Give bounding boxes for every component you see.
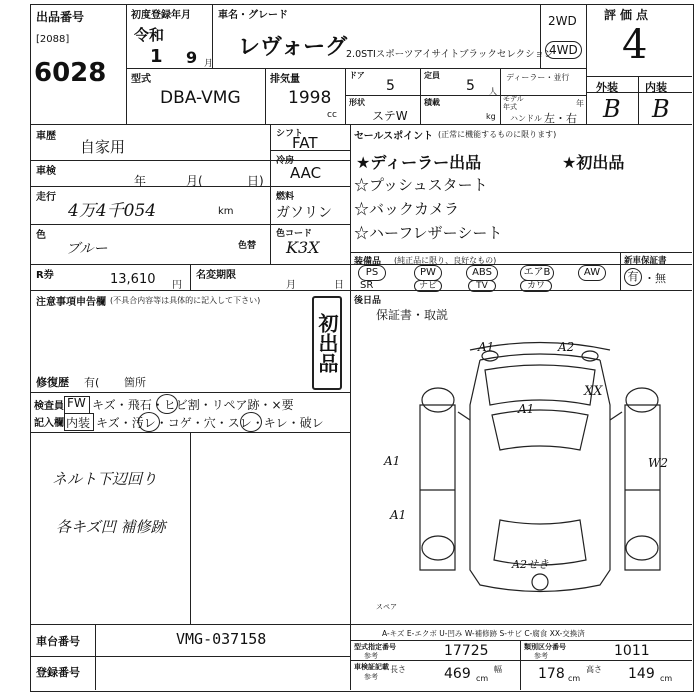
inspector-label-a: 検査員 [34,401,64,412]
circle-mark-stone [156,394,178,414]
repair-label: 修復歴 [36,376,69,389]
chassis-value: VMG-037158 [176,630,267,648]
exterior-grade: B [603,95,621,123]
color-change-label: 色替 [238,241,257,251]
equip-sr: SR [360,280,374,291]
drive-2wd: 2WD [548,14,577,28]
inspector-label-b: 記入欄 [34,418,64,429]
aircon-value: AAC [290,164,322,182]
meigi-label: 名変期限 [196,270,236,281]
mileage-unit: km [218,206,234,217]
color-code: K3X [286,238,320,257]
inspector-interior-items: キズ・汚レ・コゲ・穴・スレ・キレ・破レ [96,416,324,430]
recycle-value: 13,610 [110,272,156,287]
divider-row-1 [30,124,692,125]
aircon-label: 冷房 [276,156,295,166]
category-number-value: 1011 [614,643,650,659]
capacity-value: 5 [466,78,475,94]
divider-chassis [30,656,350,657]
first-reg-month-unit: 月 [204,59,214,69]
displacement-value: 1998 [288,88,332,108]
mark-right-w2: W2 [648,456,668,470]
divider-lot [126,4,127,124]
category-number-sub: 参考 [534,652,548,660]
shift-value: FAT [292,134,318,152]
divider-equipment [350,252,692,253]
displacement-label: 排気量 [270,74,300,85]
handwritten-note-1: ネルト下辺回り [52,470,158,488]
mark-front-a1: A1 [478,340,495,354]
shape-label: 形状 [349,98,365,107]
recycle-label: R券 [36,270,54,281]
selling-first: ★初出品 [562,153,625,172]
spare-label: スペア [376,603,397,611]
dimensions-label: 車検証記載 [354,663,389,671]
color-value: ブルー [66,241,108,257]
first-reg-month: 9 [186,48,198,67]
shape-value: ステW [372,109,408,123]
warranty-yes: 有 [624,268,642,286]
model-grade: 2.0STIスポーツアイサイトブラックセレクション [346,49,554,60]
repair-suffix: 箇所 [124,376,146,389]
meigi-month: 月 [286,280,296,291]
circle-mark-wear [240,412,262,432]
divider-cap-dealer [500,68,501,124]
dimensions-sub: 参考 [364,673,378,681]
inspector-fw-items: キズ・飛石・ヒビ割・リペア跡・×要 [92,398,294,412]
shift-label: シフト [276,129,304,139]
length-value: 469 [444,666,471,682]
mileage-label: 走行 [36,192,56,203]
equip-pw: PW [414,265,442,281]
divider-spec-2 [350,660,692,661]
fuel-label: 燃料 [276,192,295,202]
circle-mark-dirt [138,412,160,432]
mileage-value: 4万4千054 [68,201,157,221]
rating-label: 評価点 [604,8,653,22]
model-year-label: モデル年式 [503,95,524,111]
chassis-label: 車台番号 [36,635,80,648]
diagram-roof [492,410,588,450]
height-label: 高さ [586,665,602,674]
type-label: 型式 [131,74,151,85]
history-label: 車歴 [36,131,56,142]
loading-unit: kg [486,112,496,121]
length-unit: cm [476,674,489,683]
height-value: 149 [628,666,655,682]
divider-spec-mid [520,640,521,690]
mark-hood-a1: A1 [518,402,535,416]
divider-rating-mid [638,76,639,124]
divider-chassis-label [95,624,96,690]
dealer-import-label: ディーラー・並行 [506,73,570,82]
diagram-left-side [420,405,455,570]
divider-row-bottom [30,624,692,625]
divider-type-disp [265,68,266,124]
divider-aircon [270,186,350,187]
inspection-year: 年 [134,174,147,188]
category-number-label: 類別区分番号 [524,643,566,651]
divider-recycle-meigi [190,264,191,290]
first-listing-stamp: 初出品 [312,296,342,390]
lot-number: 6028 [34,58,107,88]
width-unit: cm [568,674,581,683]
selling-dealer: ★ディーラー出品 [356,153,482,172]
inspector-fw: FW [67,396,86,410]
inspection-label: 車検 [36,166,56,177]
mark-left-a1-front: A1 [384,454,401,468]
capacity-unit: 人 [489,87,497,96]
divider-rating-sub [586,76,692,77]
mark-left-a1-rear: A1 [390,508,407,522]
lot-sub: [2088] [36,34,70,45]
drive-4wd: 4WD [545,41,582,59]
equip-airbag: エアB [520,265,554,281]
divider-disp-doors [345,68,346,124]
first-reg-label: 初度登録年月 [131,10,191,21]
selling-item-2: ☆バックカメラ [354,200,460,218]
divider-fuel [270,224,350,225]
color-label: 色 [36,230,46,241]
fuel-value: ガソリン [276,205,332,221]
selling-points-label: セールスポイント [354,131,434,142]
equip-ps: PS [358,265,386,281]
equip-navi: ナビ [414,280,442,292]
mark-front-a2: A2 [558,340,575,354]
selling-points-note: (正常に機能するものに限ります) [438,130,557,139]
documents-label: 後日品 [354,296,382,306]
divider-history [30,160,350,161]
specified-number-label: 型式指定番号 [354,643,396,651]
width-label: 幅 [494,665,502,674]
displacement-unit: cc [327,110,337,120]
divider-spec-left [350,624,351,690]
inspector-interior: 内装 [66,416,91,430]
diagram-right-side [625,405,660,570]
interior-grade: B [652,95,670,123]
mark-xx: XX [584,384,603,399]
model-name: レヴォーグ [238,35,348,60]
equip-abs: ABS [466,265,498,281]
equip-tv: TV [468,280,496,292]
registration-label: 登録番号 [36,666,80,679]
divider-type-row [126,68,586,69]
rating-score: 4 [622,22,648,68]
height-unit: cm [660,674,673,683]
equipment-label: 装備品 [354,257,382,267]
inspection-month: 月( [186,174,203,188]
first-reg-year: 1 [150,46,163,67]
warranty-no: ・無 [644,272,666,285]
first-reg-era: 令和 [134,26,165,44]
legend: A-キズ E-エクボ U-凹み W-補修跡 S-サビ C-腐食 XX-交換済 [382,629,585,638]
length-label: 長さ [390,665,406,674]
inspection-day: 日) [247,174,264,188]
doors-value: 5 [386,78,395,94]
divider-spec-1 [350,640,692,641]
equip-aw: AW [578,265,606,281]
divider-repair [30,392,350,393]
type-value: DBA-VMG [160,88,241,108]
interior-label: 内装 [645,81,667,94]
notes-sub: (不具合内容等は具体的に記入して下さい) [110,296,261,305]
divider-rating [586,4,587,124]
divider-doors-shape [345,95,586,96]
model-label: 車名・グレード [218,10,288,21]
capacity-label: 定員 [424,71,440,80]
documents-value: 保証書・取説 [376,308,449,322]
divider-shift-col [270,124,271,264]
handwritten-note-2: 各キズ凹 補修跡 [56,518,166,536]
doors-label: ドア [349,71,365,80]
mark-rear-a2: A2せき [512,558,549,571]
equip-leather: カワ [520,280,552,292]
loading-label: 積載 [424,98,440,107]
repair-value: 有( [84,376,100,389]
warranty-label: 新車保証書 [624,256,667,266]
color-code-label: 色コード [276,229,313,239]
specified-number-value: 17725 [444,643,489,659]
divider-warranty [620,252,621,290]
handle-value: 左・右 [544,112,577,125]
notes-label: 注意事項申告欄 [36,297,106,308]
divider-mid-col [350,124,351,624]
exterior-label: 外装 [596,81,618,94]
width-value: 178 [538,666,565,682]
meigi-day: 日 [334,280,344,291]
lot-label: 出品番号 [36,10,85,24]
specified-number-sub: 参考 [364,652,378,660]
model-year-unit: 年 [576,99,584,108]
diagram-hood [485,365,595,405]
recycle-unit: 円 [172,280,182,291]
selling-item-1: ☆プッシュスタート [354,176,488,194]
divider-doors-cap [420,68,421,124]
history-value: 自家用 [80,138,126,156]
divider-notes-col [190,432,191,624]
selling-item-3: ☆ハーフレザーシート [354,224,503,242]
equipment-note: (純正品に限り、良好なもの) [394,256,497,265]
handle-label: ハンドル [510,114,542,123]
